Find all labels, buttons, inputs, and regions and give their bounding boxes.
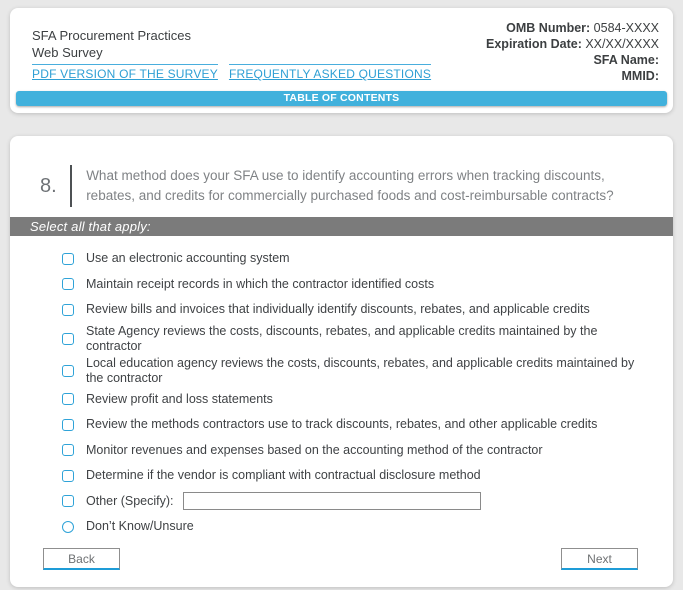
checkbox[interactable]: [62, 470, 74, 482]
question-divider: [70, 165, 73, 207]
expiration-date-label: Expiration Date:: [486, 37, 582, 51]
option-row: [62, 246, 653, 272]
option-row: [62, 489, 653, 515]
header-card: [10, 8, 673, 113]
checkbox[interactable]: [62, 365, 74, 377]
back-button[interactable]: Back: [43, 548, 120, 570]
survey-title-line2: Web Survey: [32, 45, 103, 60]
option-label: Determine if the vendor is compliant with contractual disclosure method: [86, 468, 481, 483]
option-label: Other (Specify):: [86, 493, 174, 508]
question-text: What method does your SFA use to identify accounting errors when tracking discounts, rebates, and credits for commercially purchased foods and cost-reimbursable contracts?: [86, 168, 614, 203]
option-label: Review bills and invoices that individually identify discounts, rebates, and applicable credits: [86, 302, 590, 317]
options-list: [10, 236, 673, 540]
mmid-label: MMID:: [621, 69, 659, 83]
omb-number-value: 0584-XXXX: [590, 21, 659, 35]
checkbox[interactable]: [62, 278, 74, 290]
option-label: Review profit and loss statements: [86, 391, 273, 406]
checkbox[interactable]: [62, 393, 74, 405]
question-row: [10, 136, 673, 217]
option-label: Review the methods contractors use to track discounts, rebates, and other applicable credits: [86, 417, 598, 432]
option-label: Local education agency reviews the costs, discounts, rebates, and applicable credits maintained by the contractor: [86, 355, 635, 385]
checkbox[interactable]: [62, 253, 74, 265]
expiration-date-value: XX/XX/XXXX: [581, 37, 659, 51]
header-links-row: [32, 64, 431, 81]
sfa-name-label: SFA Name:: [593, 53, 659, 67]
question-number: 8.: [40, 174, 57, 197]
question-card: [10, 136, 673, 587]
expiration-date-line: [486, 36, 659, 52]
option-row: [62, 355, 653, 387]
faq-link[interactable]: FREQUENTLY ASKED QUESTIONS: [229, 64, 431, 81]
pdf-version-link[interactable]: PDF VERSION OF THE SURVEY: [32, 64, 218, 81]
option-row: [62, 463, 653, 489]
omb-number-label: OMB Number:: [506, 21, 591, 35]
instruction-bar: Select all that apply:: [10, 217, 673, 236]
option-label: State Agency reviews the costs, discounts, rebates, and applicable credits maintained by the contractor: [86, 323, 598, 353]
survey-title-line1: SFA Procurement Practices: [32, 28, 191, 43]
survey-title-block: [32, 27, 431, 81]
option-label: Maintain receipt records in which the contractor identified costs: [86, 276, 435, 291]
option-label: Monitor revenues and expenses based on the accounting method of the contractor: [86, 442, 543, 457]
checkbox[interactable]: [62, 304, 74, 316]
omb-number-line: [486, 20, 659, 36]
mmid-line: [486, 68, 659, 84]
table-of-contents-button[interactable]: TABLE OF CONTENTS: [16, 91, 667, 106]
checkbox[interactable]: [62, 333, 74, 345]
option-row: [62, 412, 653, 438]
option-row: [62, 387, 653, 413]
other-specify-input[interactable]: [183, 492, 481, 510]
sfa-name-line: [486, 52, 659, 68]
option-row: [62, 272, 653, 298]
option-label: Don’t Know/Unsure: [86, 519, 194, 534]
next-button[interactable]: Next: [561, 548, 638, 570]
checkbox[interactable]: [62, 495, 74, 507]
omb-meta-block: [486, 20, 659, 84]
radio-button[interactable]: [62, 521, 74, 533]
option-row: [62, 297, 653, 323]
option-row: [62, 514, 653, 540]
option-row: [62, 438, 653, 464]
footer-nav: [43, 548, 638, 570]
checkbox[interactable]: [62, 419, 74, 431]
option-label: Use an electronic accounting system: [86, 251, 290, 266]
option-row: [62, 323, 653, 355]
checkbox[interactable]: [62, 444, 74, 456]
